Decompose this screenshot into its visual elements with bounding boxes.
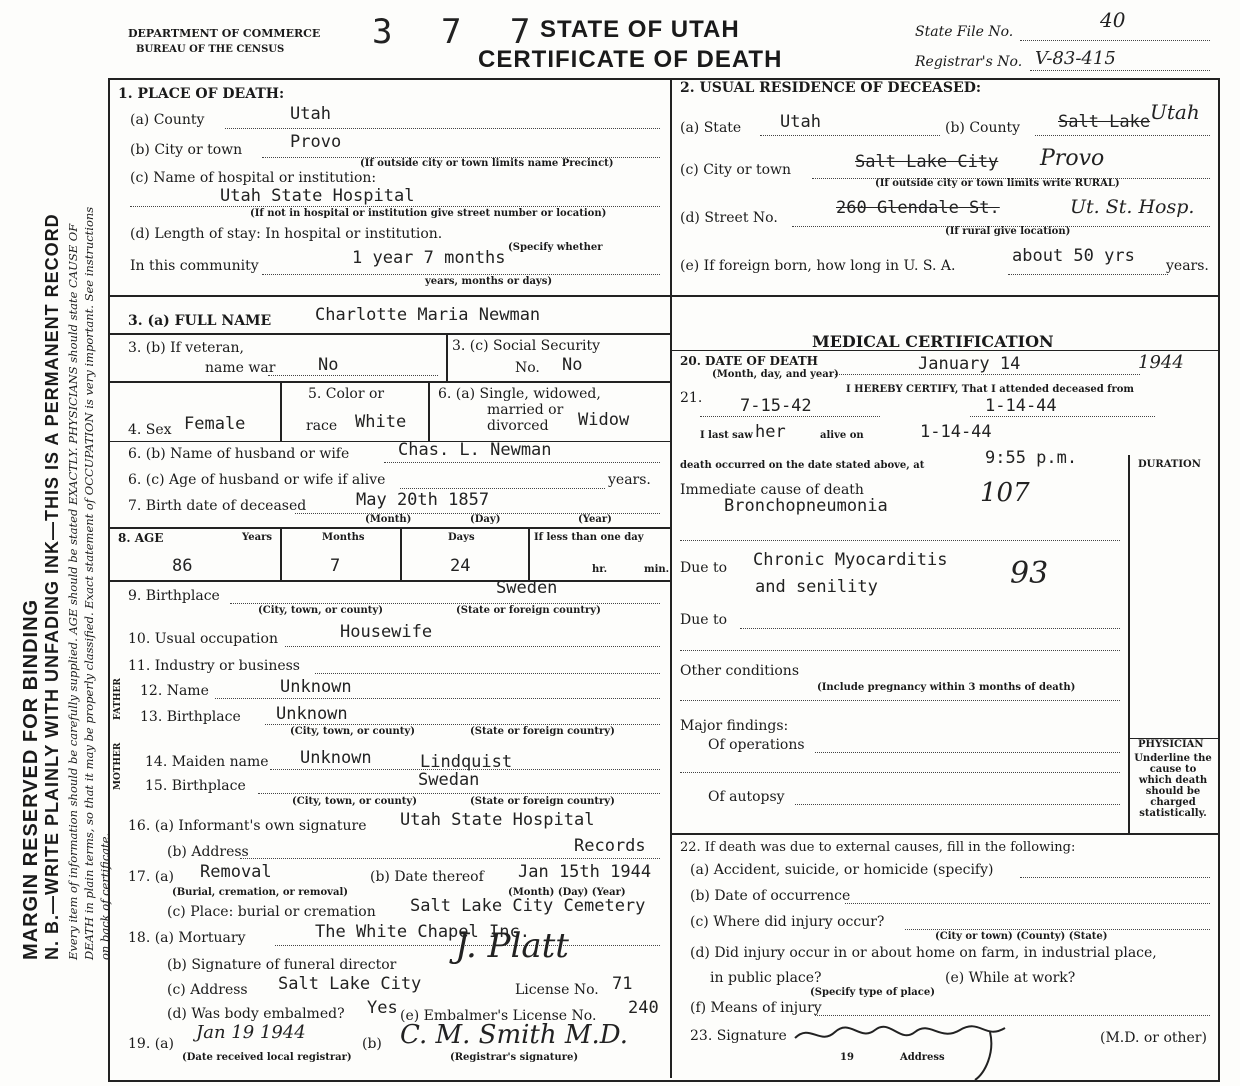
race-label: race	[306, 418, 338, 434]
due-to-1-value-b: and senility	[755, 577, 878, 597]
birthplace-note-1: (City, town, or county)	[258, 605, 383, 616]
spouse-value: Chas. L. Newman	[398, 440, 552, 460]
pod-county-label: (a) County	[130, 112, 205, 128]
state-heading: STATE OF UTAH	[540, 16, 740, 43]
removal-note: (Burial, cremation, or removal)	[172, 887, 348, 898]
embalmed-label: (d) Was body embalmed?	[167, 1006, 345, 1022]
signature-suffix: (M.D. or other)	[1100, 1030, 1207, 1046]
mother-name-value: Unknown	[300, 748, 372, 768]
pod-stay-label: (d) Length of stay: In hospital or institution.	[130, 226, 443, 242]
age-years-value: 86	[172, 556, 193, 576]
informant-address-value: Records	[574, 836, 646, 856]
ssn-no-label: No.	[515, 360, 540, 376]
res-foreign-unit: years.	[1166, 258, 1209, 274]
age-label: 8. AGE	[118, 531, 164, 545]
marital-label-3: divorced	[487, 418, 549, 434]
physician-note: Underline the cause to which death should be charged statistically.	[1134, 753, 1212, 819]
removal-date-label: (b) Date thereof	[370, 869, 484, 885]
removal-label: 17. (a)	[128, 869, 174, 885]
res-county-label: (b) County	[945, 120, 1021, 136]
father-side-label: FATHER	[113, 678, 123, 720]
external-heading: 22. If death was due to external causes, fill in the following:	[680, 840, 1076, 855]
embalmer-value: 240	[628, 998, 659, 1018]
major-findings-label: Major findings:	[680, 718, 789, 734]
other-conditions-note: (Include pregnancy within 3 months of death)	[817, 682, 1076, 693]
occupation-label: 10. Usual occupation	[128, 631, 278, 647]
age-days-label: Days	[448, 532, 475, 543]
res-foreign-value: about 50 yrs	[1012, 246, 1135, 266]
mortuary-address-value: Salt Lake City	[278, 974, 422, 994]
place-of-death-heading: 1. PLACE OF DEATH:	[118, 86, 285, 102]
removal-date-note: (Month) (Day) (Year)	[508, 887, 626, 898]
state-file-label: State File No.	[915, 24, 1014, 40]
mother-birthplace-value: Swedan	[418, 770, 480, 790]
res-city-correction: Provo	[1040, 146, 1105, 171]
bureau-label: BUREAU OF THE CENSUS	[136, 44, 285, 55]
spouse-age-unit: years.	[608, 472, 651, 488]
age-months-label: Months	[322, 532, 365, 543]
res-street-note: (If rural give location)	[945, 226, 1071, 237]
res-county-correction: Utah	[1150, 100, 1200, 124]
pod-stay-specify: (Specify whether	[508, 242, 603, 253]
physician-signature-scribble	[790, 1018, 1040, 1083]
full-name-label: 3. (a) FULL NAME	[128, 313, 272, 329]
director-signature: J. Platt	[455, 926, 569, 966]
dod-label: 20. DATE OF DEATH	[680, 354, 818, 368]
age-days-value: 24	[450, 556, 471, 576]
department-label: DEPARTMENT OF COMMERCE	[128, 27, 321, 40]
received-label: 19. (a)	[128, 1036, 174, 1052]
certificate-number: 3 7 7	[372, 12, 545, 52]
external-e: (e) While at work?	[945, 970, 1076, 986]
veteran-label: 3. (b) If veteran,	[128, 340, 244, 356]
registrar-sig-note: (Registrar's signature)	[450, 1052, 579, 1063]
dod-note: (Month, day, and year)	[712, 369, 839, 380]
birth-date-label: 7. Birth date of deceased	[128, 498, 307, 514]
father-name-label: 12. Name	[140, 683, 209, 699]
cause-code-2: 93	[1010, 556, 1049, 591]
pod-hospital-note: (If not in hospital or institution give street number or location)	[250, 208, 607, 219]
birthplace-note-2: (State or foreign country)	[456, 605, 601, 616]
embalmer-label: (e) Embalmer's License No.	[400, 1008, 597, 1024]
pod-community-value: 1 year 7 months	[352, 248, 506, 268]
signature-label: 23. Signature	[690, 1028, 787, 1044]
industry-label: 11. Industry or business	[128, 658, 300, 674]
item-21: 21.	[680, 390, 703, 406]
marital-label-2: married or	[487, 402, 564, 418]
dod-value: January 14	[918, 354, 1021, 374]
birth-date-value: May 20th 1857	[356, 490, 490, 510]
external-d: (d) Did injury occur in or about home on farm, in industrial place,	[690, 945, 1157, 961]
sex-value: Female	[184, 414, 246, 434]
spouse-label: 6. (b) Name of husband or wife	[128, 446, 350, 462]
ssn-value: No	[562, 355, 583, 375]
cause-code-1: 107	[980, 478, 1030, 508]
mortuary-label: 18. (a) Mortuary	[128, 930, 246, 946]
burial-place-value: Salt Lake City Cemetery	[410, 896, 646, 916]
pod-hospital-value: Utah State Hospital	[220, 186, 415, 206]
res-street-value: 260 Glendale St.	[836, 198, 1000, 218]
certify-text: I HEREBY CERTIFY, That I attended deceased from	[846, 384, 1135, 395]
father-note-2: (State or foreign country)	[470, 726, 615, 737]
birthplace-value: Sweden	[496, 578, 558, 598]
birth-year-note: (Year)	[578, 514, 612, 525]
margin-ink-notice: N. B.—WRITE PLAINLY WITH UNFADING INK—THIS IS A PERMANENT RECORD	[42, 213, 62, 960]
sex-label: 4. Sex	[128, 422, 172, 438]
mortuary-address-label: (c) Address	[167, 982, 248, 998]
pod-city-value: Provo	[290, 132, 342, 152]
mother-name-alt: Lindquist	[420, 752, 513, 772]
informant-address-label: (b) Address	[167, 844, 249, 860]
state-file-number: 40	[1100, 8, 1126, 32]
pod-hospital-label: (c) Name of hospital or institution:	[130, 170, 377, 186]
autopsy-label: Of autopsy	[708, 789, 785, 805]
pod-county-value: Utah	[290, 104, 331, 124]
director-label: (b) Signature of funeral director	[167, 957, 397, 973]
residence-heading: 2. USUAL RESIDENCE OF DECEASED:	[680, 80, 982, 96]
due-to-1-value-a: Chronic Myocarditis	[753, 550, 948, 570]
color-value: White	[355, 412, 407, 432]
signature-year: 19	[840, 1052, 854, 1063]
birthplace-label: 9. Birthplace	[128, 588, 220, 604]
age-min-label: min.	[644, 564, 670, 575]
attended-from: 7-15-42	[740, 396, 812, 416]
external-d-note: (Specify type of place)	[810, 987, 935, 998]
father-name-value: Unknown	[280, 677, 352, 697]
due-to-2-label: Due to	[680, 612, 728, 628]
birth-month-note: (Month)	[365, 514, 412, 525]
death-time: 9:55 p.m.	[985, 448, 1078, 468]
duration-label: DURATION	[1138, 459, 1201, 470]
marital-value: Widow	[578, 410, 630, 430]
registrar-sig-label: (b)	[362, 1036, 382, 1052]
medical-heading: MEDICAL CERTIFICATION	[812, 332, 1054, 351]
mother-note-1: (City, town, or county)	[292, 796, 417, 807]
margin-instruction-1: Every item of information should be carefully supplied. AGE should be stated EXACTLY. PHYSICIANS should state CAUSE OF	[66, 223, 80, 960]
father-birthplace-value: Unknown	[276, 704, 348, 724]
physician-label: PHYSICIAN	[1138, 739, 1204, 750]
external-d2: in public place?	[710, 970, 822, 986]
pod-community-note: years, months or days)	[425, 276, 553, 287]
due-to-1-label: Due to	[680, 560, 728, 576]
father-birthplace-label: 13. Birthplace	[140, 709, 241, 725]
margin-instruction-3: on back of certificate.	[98, 832, 112, 960]
birth-day-note: (Day)	[470, 514, 501, 525]
received-note: (Date received local registrar)	[182, 1052, 352, 1063]
res-city-note: (If outside city or town limits write RURAL)	[875, 178, 1120, 189]
attended-to: 1-14-44	[985, 396, 1057, 416]
res-street-correction: Ut. St. Hosp.	[1070, 196, 1195, 218]
occurred-label: death occurred on the date stated above, at	[680, 460, 925, 471]
pod-city-label: (b) City or town	[130, 142, 243, 158]
external-f: (f) Means of injury	[690, 1000, 822, 1016]
informant-label: 16. (a) Informant's own signature	[128, 818, 367, 834]
pod-city-note: (If outside city or town limits name Precinct)	[360, 158, 614, 169]
res-state-value: Utah	[780, 112, 821, 132]
removal-date-value: Jan 15th 1944	[518, 862, 652, 882]
removal-value: Removal	[200, 862, 272, 882]
binding-margin	[0, 0, 110, 1086]
received-value: Jan 19 1944	[196, 1022, 306, 1043]
registrar-label: Registrar's No.	[915, 54, 1023, 70]
mother-birthplace-label: 15. Birthplace	[145, 778, 246, 794]
license-label: License No.	[515, 982, 599, 998]
full-name-value: Charlotte Maria Newman	[315, 305, 541, 325]
color-label: 5. Color or	[308, 386, 385, 402]
res-county-value: Salt Lake	[1058, 112, 1151, 132]
external-c: (c) Where did injury occur?	[690, 914, 885, 930]
informant-value: Utah State Hospital	[400, 810, 595, 830]
mortuary-value: The White Chapel Inc.	[315, 922, 530, 942]
res-city-label: (c) City or town	[680, 162, 792, 178]
registrar-signature: C. M. Smith M.D.	[400, 1020, 628, 1050]
veteran-war-label: name war	[205, 360, 276, 376]
saw-her: her	[755, 422, 786, 442]
age-months-value: 7	[330, 556, 341, 576]
res-foreign-label: (e) If foreign born, how long in U. S. A.	[680, 258, 956, 274]
signature-address-label: Address	[900, 1052, 945, 1063]
external-c-note: (City or town) (County) (State)	[935, 931, 1108, 942]
mother-note-2: (State or foreign country)	[470, 796, 615, 807]
immediate-cause-value: Bronchopneumonia	[724, 496, 888, 516]
registrar-number: V-83-415	[1035, 48, 1116, 69]
embalmed-value: Yes	[367, 998, 398, 1018]
operations-label: Of operations	[708, 737, 805, 753]
immediate-cause-label: Immediate cause of death	[680, 482, 864, 498]
res-state-label: (a) State	[680, 120, 742, 136]
age-years-label: Years	[242, 532, 273, 543]
license-value: 71	[612, 974, 633, 994]
marital-label-1: 6. (a) Single, widowed,	[438, 386, 601, 402]
saw-alive: alive on	[820, 430, 864, 441]
burial-place-label: (c) Place: burial or cremation	[167, 904, 376, 920]
saw-value: 1-14-44	[920, 422, 992, 442]
spouse-age-label: 6. (c) Age of husband or wife if alive	[128, 472, 386, 488]
margin-binding-notice: MARGIN RESERVED FOR BINDING	[20, 598, 42, 960]
center-divider	[670, 78, 672, 1078]
res-street-label: (d) Street No.	[680, 210, 778, 226]
veteran-value: No	[318, 355, 339, 375]
mother-name-label: 14. Maiden name	[145, 754, 269, 770]
dod-year: 1944	[1138, 352, 1184, 373]
external-b: (b) Date of occurrence	[690, 888, 851, 904]
other-conditions-label: Other conditions	[680, 663, 800, 679]
age-less-label: If less than one day	[534, 532, 644, 543]
age-hr-label: hr.	[592, 564, 608, 575]
res-city-value: Salt Lake City	[855, 152, 999, 172]
saw-label: I last saw	[700, 430, 753, 441]
ssn-label: 3. (c) Social Security	[452, 338, 601, 354]
mother-side-label: MOTHER	[113, 742, 123, 790]
margin-instruction-2: DEATH in plain terms, so that it may be properly classified. Exact statement of OCCUPATION is very important. See instructions	[82, 206, 96, 960]
occupation-value: Housewife	[340, 622, 433, 642]
certificate-title: CERTIFICATE OF DEATH	[478, 46, 783, 73]
external-a: (a) Accident, suicide, or homicide (specify)	[690, 862, 994, 878]
pod-community-label: In this community	[130, 258, 259, 274]
father-note-1: (City, town, or county)	[290, 726, 415, 737]
